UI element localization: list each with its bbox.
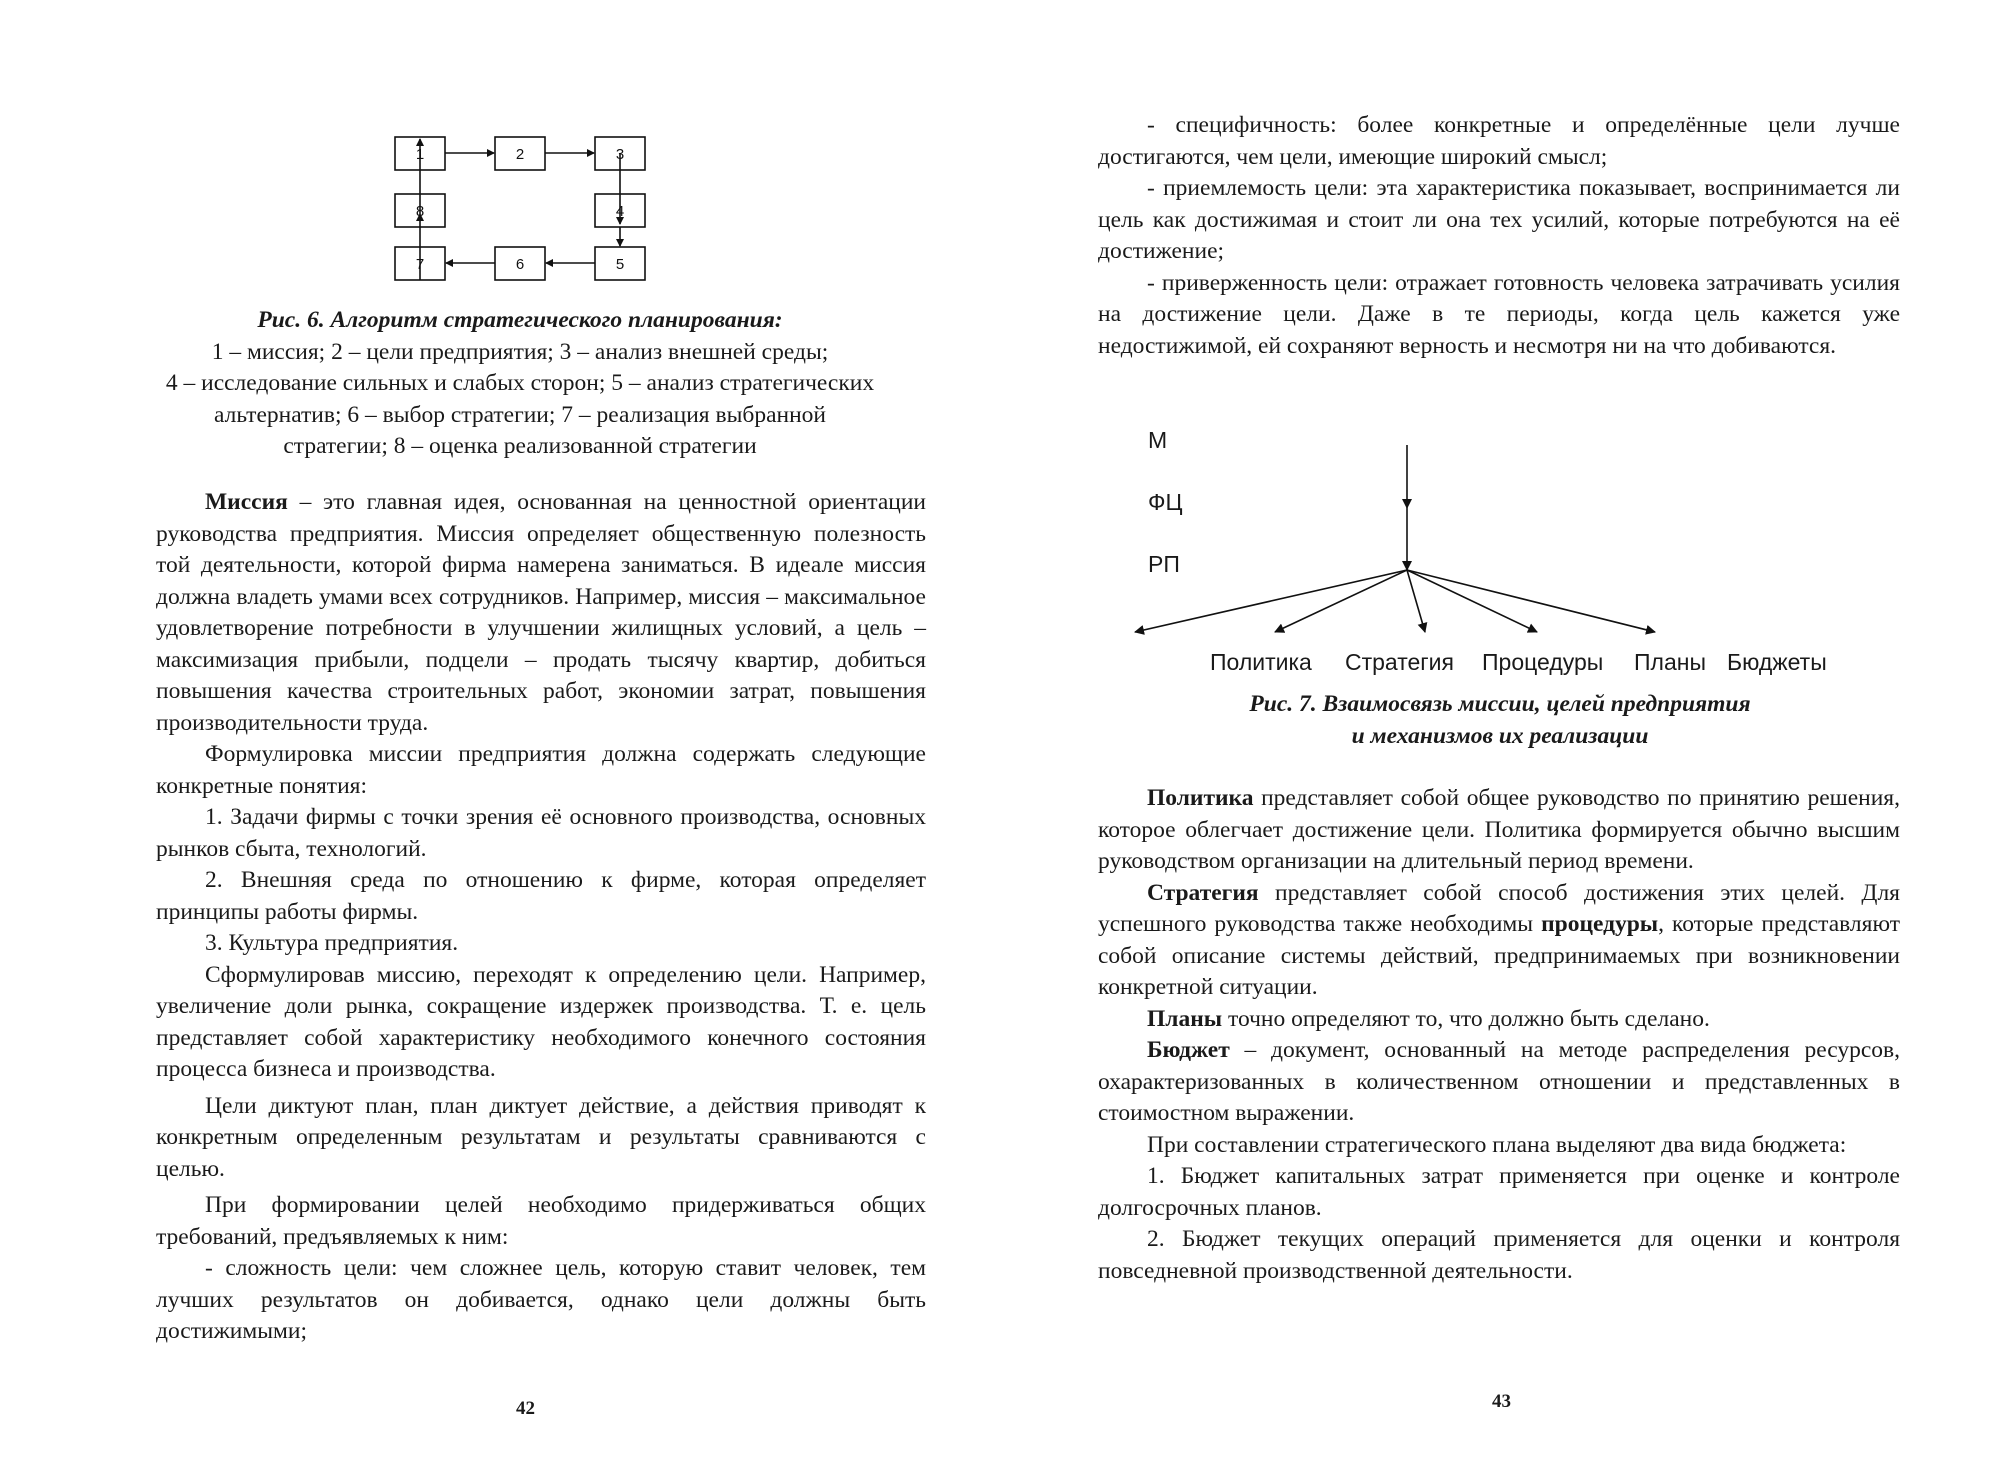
right-body-text-top [1098,110,1900,362]
paragraph-text: точно определяют то, что должно быть сделано. [1222,1005,1710,1032]
fig7-arrow-plany [1407,570,1537,632]
right-page [1000,0,2000,1481]
paragraph: Сформулировав миссию, переходят к определению цели. Например, увеличение доли рынка, сокращение издержек производства. Т. е. цель представляет собой характеристику необходимого конечного состояния процесса бизнеса и производства. [156,961,926,1082]
figure-7-caption-line2: и механизмов их реализации [1351,722,1649,749]
term-mission: Миссия [205,489,288,515]
fig7-output-byudzhety: Бюджеты [1727,649,1827,675]
fig7-level-fc: ФЦ [1148,489,1183,515]
fig6-label-3: 3 [615,146,625,163]
paragraph-text: представляет собой общее руководство по принятию решения, которое облегчает достижение цели. Политика формируется обычно высшим руководством организации на длительный период времени. [1098,785,1900,874]
paragraph: Формулировка миссии предприятия должна содержать следующие конкретные понятия: [156,741,926,799]
fig7-output-politika: Политика [1210,649,1312,675]
paragraph-text: – документ, основанный на методе распределения ресурсов, охарактеризованных в количественном отношении и представленных в стоимостном выражении. [1098,1037,1900,1126]
fig6-label-8: 8 [415,203,425,220]
term-protsedury: процедуры [1541,911,1659,937]
figure-6-caption [110,305,930,463]
figure-6-caption-title: Рис. 6. Алгоритм стратегического планирования: [257,307,783,333]
paragraph-text: – это главная идея, основанная на ценностной ориентации руководства предприятия. Миссия определяет общественную полезность той деятельности, которой фирма намерена заниматься. В идеале миссия должна владеть умами всех сотрудников. Например, миссия – максимальное удовлетворение потребности в улучшении жилищных условий, а цель – максимизация прибыли, подцели – продать тысячу квартир, добиться повышения качества строительных работ, экономии затрат, повышения производительности труда. [156,489,926,736]
fig7-level-m: М [1148,427,1168,453]
term-strategiya: Стратегия [1147,879,1259,906]
page-number-left: 42 [516,1398,535,1419]
paragraph: При составлении стратегического плана выделяют два вида бюджета: [1147,1131,1847,1158]
paragraph: - специфичность: более конкретные и определённые цели лучше достигаются, чем цели, имеющие широкий смысл; [1098,112,1900,170]
fig7-output-strategiya: Стратегия [1345,649,1454,675]
term-byudzhet: Бюджет [1147,1037,1230,1063]
fig6-label-7: 7 [415,256,425,273]
fig6-label-6: 6 [515,256,525,273]
left-body-text [156,487,926,1348]
right-body-text-bottom [1098,783,1900,1287]
fig7-arrow-politika [1135,570,1407,632]
paragraph: 1. Задачи фирмы с точки зрения её основного производства, основных рынков сбыта, технологий. [156,804,926,862]
paragraph: При формировании целей необходимо придерживаться общих требований, предъявляемых к ним: [156,1192,926,1250]
figure-6-caption-line: 1 – миссия; 2 – цели предприятия; 3 – анализ внешней среды; [211,338,829,365]
paragraph-text: представляет собой способ достижения этих целей. Для успешного руководства также необходимы [1098,879,1900,937]
paragraph-mission [156,487,926,739]
fig6-label-5: 5 [615,256,625,273]
paragraph-plany [1098,1004,1900,1036]
fig7-arrow-strategiya [1275,570,1407,632]
paragraph: - приверженность цели: отражает готовность человека затрачивать усилия на достижение цели. Даже в те периоды, когда цель кажется уже недостижимой, ей сохраняют верность и несмотря ни на что добиваются. [1098,269,1900,359]
paragraph: 2. Бюджет текущих операций применяется для оценки и контроля повседневной производственной деятельности. [1098,1226,1900,1284]
paragraph: 3. Культура предприятия. [205,930,459,956]
fig7-level-rp: РП [1148,551,1180,577]
fig7-arrow-protsedury [1407,570,1425,632]
paragraph: Цели диктуют план, план диктует действие, а действия приводят к конкретным определенным результатам и результаты сравниваются с целью. [156,1092,926,1182]
paragraph-strategiya [1098,878,1900,1004]
figure-7-caption-line1: Рис. 7. Взаимосвязь миссии, целей предприятия [1249,691,1751,717]
term-politika: Политика [1147,785,1254,811]
paragraph-text: , которые представляют собой описание системы действий, предпринимаемых при возникновении конкретной ситуации. [1098,911,1900,1000]
fig6-label-4: 4 [615,203,625,220]
figure-7-caption [1190,689,1810,752]
paragraph: - приемлемость цели: эта характеристика показывает, воспринимается ли цель как достижимая и стоит ли она тех усилий, которые потребуются на её достижение; [1098,175,1900,264]
page-number-right: 43 [1492,1391,1511,1412]
fig7-output-protsedury: Процедуры [1482,649,1604,675]
paragraph: 2. Внешняя среда по отношению к фирме, которая определяет принципы работы фирмы. [156,867,926,925]
paragraph-byudzhet [1098,1035,1900,1130]
figure-7-diagram [1100,420,1920,680]
fig7-output-plany: Планы [1634,649,1706,675]
fig6-label-2: 2 [515,146,525,163]
term-plany: Планы [1147,1005,1223,1032]
figure-6-caption-line: 4 – исследование сильных и слабых сторон; 5 – анализ стратегических [165,370,875,396]
fig7-arrow-byudzhety [1407,570,1655,632]
paragraph-politika [1098,783,1900,878]
fig6-label-1: 1 [415,146,425,163]
figure-6-caption-line: стратегии; 8 – оценка реализованной стратегии [283,433,757,459]
paragraph: 1. Бюджет капитальных затрат применяется при оценке и контроле долгосрочных планов. [1098,1163,1900,1221]
paragraph: - сложность цели: чем сложнее цель, которую ставит человек, тем лучших результатов он добивается, однако цели должны быть достижимыми; [156,1255,926,1344]
figure-6-diagram [390,132,650,288]
figure-6-caption-line: альтернатив; 6 – выбор стратегии; 7 – реализация выбранной [213,401,826,428]
